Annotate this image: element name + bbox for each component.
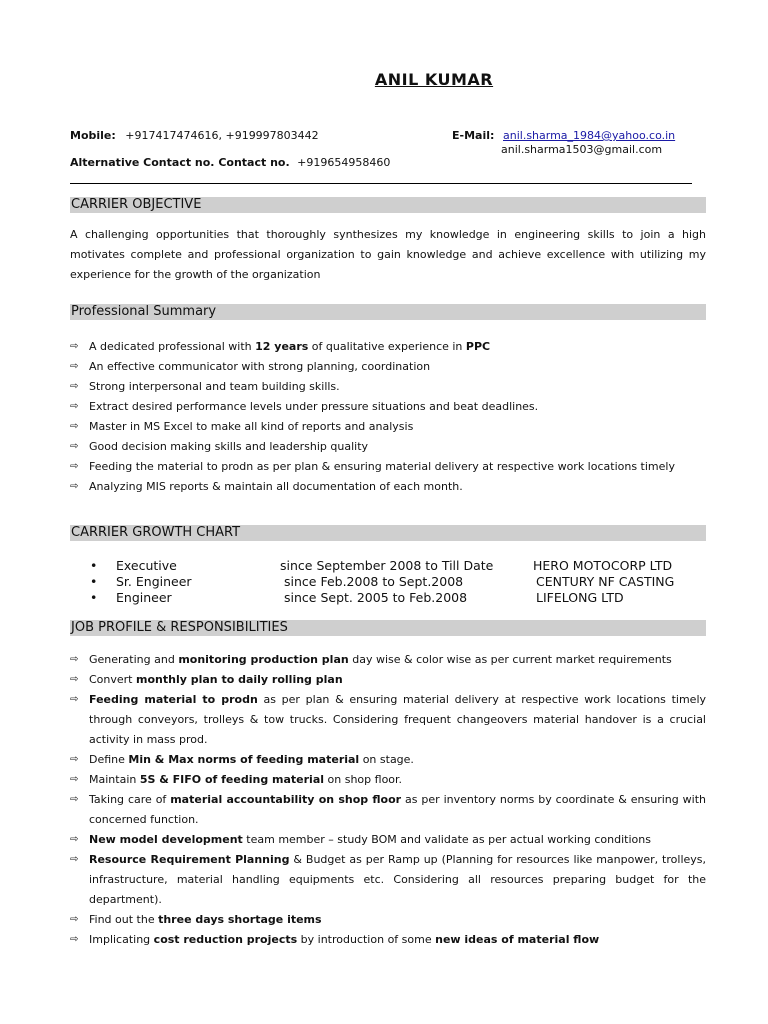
arrow-bullet-icon: ⇨ — [70, 934, 79, 945]
job-item-text: three days shortage items — [158, 913, 322, 926]
growth-role: Executive — [116, 558, 177, 573]
job-item-text: monthly plan to daily rolling plan — [136, 673, 343, 686]
job-item-text: cost reduction projects — [153, 933, 298, 946]
growth-company: HERO MOTOCORP LTD — [533, 558, 673, 573]
job-heading: JOB PROFILE & RESPONSIBILITIES — [70, 620, 706, 636]
summary-item-text: Strong interpersonal and team building skills. — [89, 380, 340, 393]
job-item-text: New model development — [89, 833, 243, 846]
arrow-bullet-icon: ⇨ — [70, 421, 79, 432]
growth-period: since Sept. 2005 to Feb.2008 — [284, 590, 468, 605]
alt-contact-value: +919654958460 — [297, 156, 391, 169]
arrow-bullet-icon: ⇨ — [70, 361, 79, 372]
arrow-bullet-icon: ⇨ — [70, 441, 79, 452]
arrow-bullet-icon: ⇨ — [70, 674, 79, 685]
arrow-bullet-icon: ⇨ — [70, 654, 79, 665]
mobile-line — [70, 129, 319, 142]
job-item-text: on stage. — [359, 753, 414, 766]
growth-role: Sr. Engineer — [116, 574, 192, 589]
job-item-text: Implicating — [89, 933, 154, 946]
growth-company: CENTURY NF CASTING — [536, 574, 675, 589]
arrow-bullet-icon: ⇨ — [70, 914, 79, 925]
job-item — [70, 690, 706, 750]
growth-period: since September 2008 to Till Date — [280, 558, 494, 573]
job-item-text: 5S & FIFO of feeding material — [139, 773, 325, 786]
job-item — [70, 750, 706, 770]
arrow-bullet-icon: ⇨ — [70, 341, 79, 352]
candidate-name: ANIL KUMAR — [374, 70, 494, 89]
header-divider — [70, 183, 692, 184]
summary-item — [70, 477, 706, 497]
arrow-bullet-icon: ⇨ — [70, 754, 79, 765]
job-item-text: Feeding material to prodn — [89, 693, 258, 706]
summary-item — [70, 357, 706, 377]
arrow-bullet-icon: ⇨ — [70, 381, 79, 392]
arrow-bullet-icon: ⇨ — [70, 834, 79, 845]
arrow-bullet-icon: ⇨ — [70, 461, 79, 472]
job-item-text: as per inventory norms by coordinate & ensuring with concerned function. — [89, 793, 706, 826]
alt-contact-line — [70, 156, 390, 169]
summary-item-text: Extract desired performance levels under pressure situations and beat deadlines. — [89, 400, 539, 413]
job-item-text: Convert — [89, 673, 136, 686]
job-item-text: material accountability on shop floor — [170, 793, 402, 806]
growth-row — [90, 590, 690, 606]
job-item — [70, 850, 706, 910]
job-item — [70, 770, 706, 790]
arrow-bullet-icon: ⇨ — [70, 481, 79, 492]
summary-item — [70, 397, 706, 417]
summary-item-text: of qualitative experience in — [308, 340, 466, 353]
job-item-text: Taking care of — [89, 793, 171, 806]
arrow-bullet-icon: ⇨ — [70, 694, 79, 705]
growth-company: LIFELONG LTD — [536, 590, 624, 605]
job-item-text: monitoring production plan — [178, 653, 349, 666]
mobile-value: +917417474616, +919997803442 — [125, 129, 319, 142]
growth-period: since Feb.2008 to Sept.2008 — [284, 574, 464, 589]
summary-item — [70, 337, 706, 357]
job-item-text: Find out the — [89, 913, 159, 926]
job-item-text: & Budget as per Ramp up (Planning for resources like manpower, trolleys, infrastructure, material handling equipments etc. Considering all resources preparing budget for the department). — [89, 853, 707, 906]
summary-item-text: A dedicated professional with — [89, 340, 256, 353]
summary-item-text: Good decision making skills and leadership quality — [89, 440, 369, 453]
summary-item — [70, 457, 706, 477]
mobile-label: Mobile: — [70, 129, 116, 142]
job-item-text: Min & Max norms of feeding material — [128, 753, 360, 766]
job-item — [70, 910, 706, 930]
job-item-text: day wise & color wise as per current market requirements — [348, 653, 672, 666]
job-item-text: team member – study BOM and validate as per actual working conditions — [242, 833, 651, 846]
job-item-text: by introduction of some — [297, 933, 436, 946]
objective-text: A challenging opportunities that thoroughly synthesizes my knowledge in engineering skills to join a high motivates complete and professional organization to gain knowledge and achieve excellence with utilizing my experience for the growth of the organization — [70, 228, 706, 281]
summary-item — [70, 377, 706, 397]
summary-item — [70, 417, 706, 437]
summary-item-text: An effective communicator with strong planning, coordination — [89, 360, 431, 373]
bullet-dot-icon: • — [90, 558, 98, 573]
job-item-text: on shop floor. — [324, 773, 403, 786]
summary-item-text: PPC — [465, 340, 491, 353]
job-item-text: Resource Requirement Planning — [89, 853, 290, 866]
job-item-text: as per plan & ensuring material delivery at respective work locations timely through conveyors, trolleys & tow trucks. Considering frequent changeovers material handover is a crucial activity in mass prod. — [89, 693, 707, 746]
job-list — [70, 650, 706, 950]
growth-heading: CARRIER GROWTH CHART — [70, 525, 706, 541]
job-item — [70, 930, 706, 950]
alt-contact-label: Alternative Contact no. Contact no. — [70, 156, 290, 169]
job-item-text: new ideas of material flow — [435, 933, 600, 946]
summary-item-text: Master in MS Excel to make all kind of reports and analysis — [89, 420, 414, 433]
arrow-bullet-icon: ⇨ — [70, 854, 79, 865]
bullet-dot-icon: • — [90, 590, 98, 605]
growth-row — [90, 558, 690, 574]
job-item-text: Maintain — [89, 773, 140, 786]
bullet-dot-icon: • — [90, 574, 98, 589]
growth-row — [90, 574, 690, 590]
email-label: E-Mail: — [452, 129, 495, 142]
job-item — [70, 670, 706, 690]
email-link-1[interactable]: anil.sharma_1984@yahoo.co.in — [503, 129, 676, 142]
growth-list — [90, 558, 690, 606]
job-item — [70, 790, 706, 830]
job-item-text: Define — [89, 753, 129, 766]
objective-heading: CARRIER OBJECTIVE — [70, 197, 706, 213]
job-item-text: Generating and — [89, 653, 179, 666]
summary-item-text: 12 years — [255, 340, 309, 353]
arrow-bullet-icon: ⇨ — [70, 774, 79, 785]
job-item — [70, 830, 706, 850]
job-item — [70, 650, 706, 670]
email-text-2: anil.sharma1503@gmail.com — [501, 143, 663, 156]
summary-item-text: Feeding the material to prodn as per plan & ensuring material delivery at respective work locations timely — [89, 460, 675, 473]
summary-list — [70, 337, 706, 497]
summary-item — [70, 437, 706, 457]
arrow-bullet-icon: ⇨ — [70, 794, 79, 805]
growth-role: Engineer — [116, 590, 172, 605]
arrow-bullet-icon: ⇨ — [70, 401, 79, 412]
summary-heading: Professional Summary — [70, 304, 706, 320]
summary-item-text: Analyzing MIS reports & maintain all documentation of each month. — [89, 480, 463, 493]
